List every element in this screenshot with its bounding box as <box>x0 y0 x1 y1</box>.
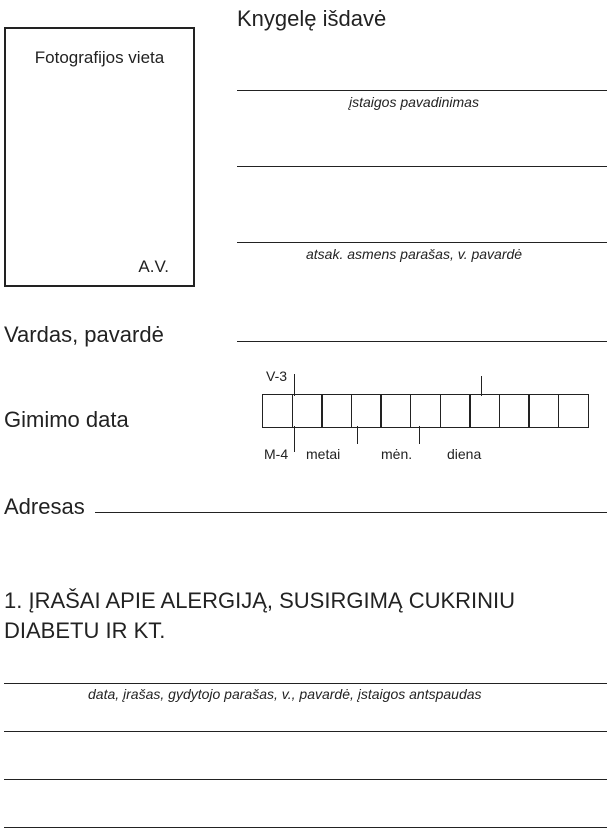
birth-digit-cell[interactable] <box>292 394 323 428</box>
sex-male-code: V-3 <box>266 368 288 384</box>
birth-digit-cell[interactable] <box>469 394 500 428</box>
institution-caption: įstaigos pavadinimas <box>349 94 479 110</box>
birth-digit-cell[interactable] <box>558 394 589 428</box>
sex-top-tick <box>294 374 295 396</box>
birth-digit-cell[interactable] <box>528 394 559 428</box>
institution-line-2[interactable] <box>237 166 607 167</box>
address-field[interactable] <box>95 512 607 513</box>
year-label: metai <box>306 446 341 462</box>
month-label: mėn. <box>381 446 413 462</box>
record-caption: data, įrašas, gydytojo parašas, v., pavardė, įstaigos antspaudas <box>88 686 482 702</box>
birth-digit-cell[interactable] <box>351 394 382 428</box>
sex-bottom-tick <box>294 426 295 452</box>
birth-digit-cell[interactable] <box>380 394 411 428</box>
birth-date-grid[interactable] <box>262 394 589 428</box>
signature-line[interactable] <box>237 242 607 243</box>
day-label: diena <box>447 446 482 462</box>
birth-digit-cell[interactable] <box>410 394 441 428</box>
birth-label: Gimimo data <box>4 407 129 432</box>
record-line-3[interactable] <box>4 779 607 780</box>
record-line-1[interactable] <box>4 683 607 684</box>
day-top-tick <box>481 376 482 396</box>
birth-digit-cell[interactable] <box>499 394 530 428</box>
year-tick <box>357 426 358 444</box>
stamp-label: A.V. <box>138 257 169 276</box>
name-label: Vardas, pavardė <box>4 322 164 347</box>
birth-digit-cell[interactable] <box>321 394 352 428</box>
record-line-4[interactable] <box>4 827 607 828</box>
section-heading: 1. ĮRAŠAI APIE ALERGIJĄ, SUSIRGIMĄ CUKRINIU DIABETU IR KT. <box>4 588 516 643</box>
month-tick <box>419 426 420 444</box>
signature-caption: atsak. asmens parašas, v. pavardė <box>306 246 523 262</box>
address-label: Adresas <box>4 494 85 519</box>
institution-line[interactable] <box>237 90 607 91</box>
issuer-title: Knygelę išdavė <box>237 6 387 31</box>
name-field[interactable] <box>237 341 607 342</box>
sex-female-code: M-4 <box>264 446 289 462</box>
record-line-2[interactable] <box>4 731 607 732</box>
birth-digit-cell[interactable] <box>262 394 293 428</box>
photo-label: Fotografijos vieta <box>34 48 165 67</box>
birth-digit-cell[interactable] <box>440 394 471 428</box>
photo-placeholder <box>4 27 195 287</box>
